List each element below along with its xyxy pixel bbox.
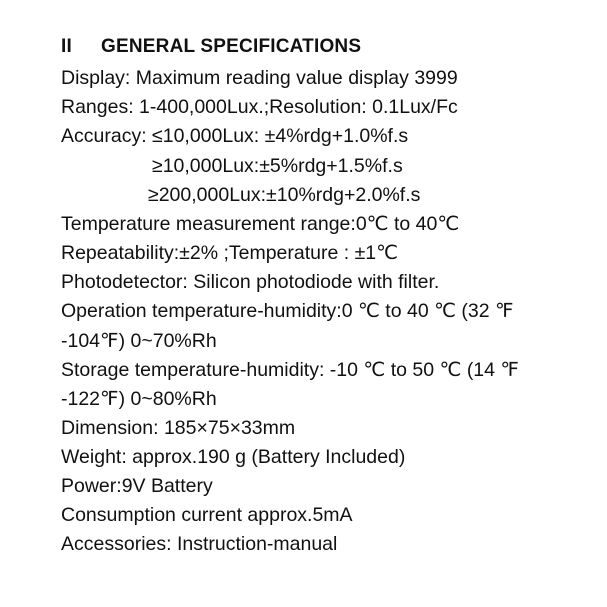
spec-consumption: Consumption current approx.5mA bbox=[61, 504, 353, 526]
spec-temperature-range: Temperature measurement range:0℃ to 40℃ bbox=[61, 213, 460, 235]
section-number: II bbox=[61, 36, 72, 57]
spec-display: Display: Maximum reading value display 3999 bbox=[61, 67, 458, 89]
spec-photodetector: Photodetector: Silicon photodiode with filter. bbox=[61, 271, 440, 293]
spec-accuracy: Accuracy: ≤10,000Lux: ±4%rdg+1.0%f.s bbox=[61, 125, 409, 147]
section-heading bbox=[61, 36, 361, 58]
spec-storage-humidity-cont: -122℉) 0~80%Rh bbox=[61, 388, 217, 410]
spec-dimension: Dimension: 185×75×33mm bbox=[61, 417, 296, 439]
spec-operation-humidity-cont: -104℉) 0~70%Rh bbox=[61, 330, 217, 352]
spec-operation-humidity: Operation temperature-humidity:0 ℃ to 40 ℃ (32 ℉ bbox=[61, 300, 514, 322]
spec-repeatability: Repeatability:±2% ;Temperature : ±1℃ bbox=[61, 242, 399, 264]
spec-weight: Weight: approx.190 g (Battery Included) bbox=[61, 446, 406, 468]
spec-ranges: Ranges: 1-400,000Lux.;Resolution: 0.1Lux/Fc bbox=[61, 96, 458, 118]
spec-storage-humidity: Storage temperature-humidity: -10 ℃ to 50 ℃ (14 ℉ bbox=[61, 359, 519, 381]
spec-accuracy-line-3: ≥200,000Lux:±10%rdg+2.0%f.s bbox=[148, 184, 421, 206]
spec-accuracy-line-2: ≥10,000Lux:±5%rdg+1.5%f.s bbox=[152, 155, 403, 177]
section-title: GENERAL SPECIFICATIONS bbox=[101, 36, 362, 57]
spec-accessories: Accessories: Instruction-manual bbox=[61, 533, 338, 555]
spec-power: Power:9V Battery bbox=[61, 475, 213, 497]
